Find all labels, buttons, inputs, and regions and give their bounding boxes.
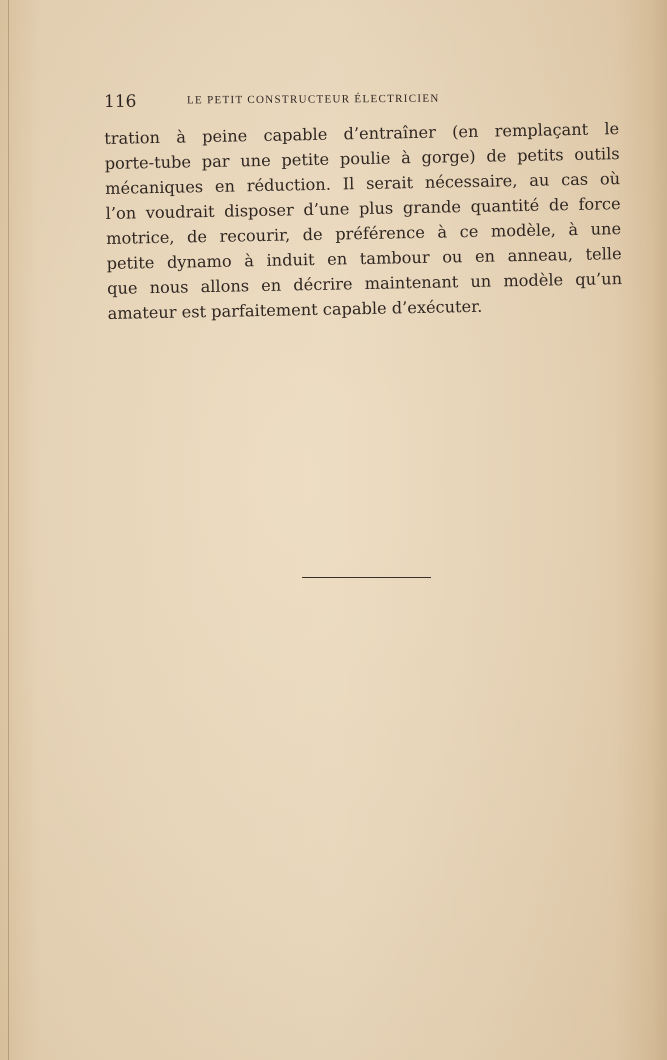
page-header [104,87,604,114]
text-line: motrice, de recourir, de préférence à ce modèle, à une [105,219,622,248]
running-head: LE PETIT CONSTRUCTEUR ÉLECTRICIEN [186,92,440,107]
page-number: 116 [103,91,137,112]
body-paragraph [104,116,623,326]
section-end-rule [302,577,431,578]
text-line: amateur est parfaitement capable d’exécuter. [107,296,483,323]
text-line: tration à peine capable d’entraîner (en remplaçant le [104,119,620,148]
text-line: porte-tube par une petite poulie à gorge) de petits outils [104,144,620,173]
text-line: l’on voudrait disposer d’une plus grande quantité de force [105,194,621,223]
text-line: mécaniques en réduction. Il serait nécessaire, au cas où [105,169,621,198]
text-line: que nous allons en décrire maintenant un modèle qu’un [106,269,623,298]
text-line: petite dynamo à induit en tambour ou en anneau, telle [106,244,622,273]
